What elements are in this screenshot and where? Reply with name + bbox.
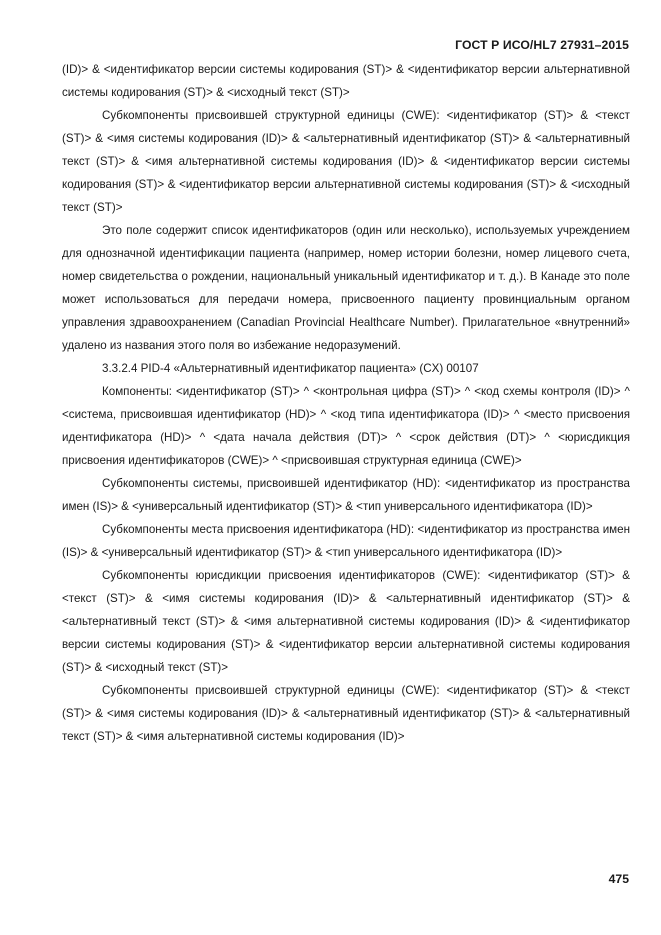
paragraph-3: Это поле содержит список идентификаторов (один или несколько), используемых учреждением для однозначной идентификации пациента (например, номер истории болезни, номер лицевого счета, номер свидетельства о рождении, национальный уникальный идентификатор и т. д.). В Канаде это поле может использоваться для передачи номера, присвоенного пациенту провинциальным органом управления здравоохранением (Canadian Provincial Healthcare Number). Прилагательное «внутренний» удалено из названия этого поля во избежание недоразумений. — [62, 224, 630, 352]
document-header: ГОСТ Р ИСО/HL7 27931–2015 — [455, 38, 629, 52]
paragraph-6: Субкомпоненты системы, присвоившей идентификатор (HD): <идентификатор из пространства имен (IS)> & <универсальный идентификатор (ST)> & <тип универсального идентификатора (ID)> — [62, 477, 630, 513]
section-heading: 3.3.2.4 PID-4 «Альтернативный идентификатор пациента» (CX) 00107 — [102, 362, 479, 375]
paragraph-9: Субкомпоненты присвоившей структурной единицы (CWE): <идентификатор (ST)> & <текст (ST)> & <имя системы кодирования (ID)> & <альтернативный идентификатор (ST)> & <альтернативный текст (ST)> & <имя альтернативной системы кодирования (ID)> — [62, 684, 630, 743]
paragraph-5: Компоненты: <идентификатор (ST)> ^ <контрольная цифра (ST)> ^ <код схемы контроля (ID)> ^ <система, присвоившая идентификатор (HD)> ^ <код типа идентификатора (ID)> ^ <место присвоения идентификатора (HD)> ^ <дата начала действия (DT)> ^ <срок действия (DT)> ^ <юрисдикция присвоения идентификаторов (CWE)> ^ <присвоившая структурная единица (CWE)> — [62, 385, 630, 467]
paragraph-8: Субкомпоненты юрисдикции присвоения идентификаторов (CWE): <идентификатор (ST)> & <текст (ST)> & <имя системы кодирования (ID)> & <альтернативный идентификатор (ST)> & <альтернативный текст (ST)> & <имя альтернативной системы кодирования (ID)> & <идентификатор версии системы кодирования (ST)> & <идентификатор версии альтернативной системы кодирования (ST)> & <исходный текст (ST)> — [62, 569, 630, 674]
paragraph-1: (ID)> & <идентификатор версии системы кодирования (ST)> & <идентификатор версии альтернативной системы кодирования (ST)> & <исходный текст (ST)> — [62, 63, 630, 99]
page-number: 475 — [608, 872, 629, 886]
document-body — [62, 58, 630, 748]
paragraph-7: Субкомпоненты места присвоения идентификатора (HD): <идентификатор из пространства имен (IS)> & <универсальный идентификатор (ST)> & <тип универсального идентификатора (ID)> — [62, 523, 630, 559]
paragraph-2: Субкомпоненты присвоившей структурной единицы (CWE): <идентификатор (ST)> & <текст (ST)> & <имя системы кодирования (ID)> & <альтернативный идентификатор (ST)> & <альтернативный текст (ST)> & <имя альтернативной системы кодирования (ID)> & <идентификатор версии системы кодирования (ST)> & <идентификатор версии альтернативной системы кодирования (ST)> & <исходный текст (ST)> — [62, 109, 630, 214]
